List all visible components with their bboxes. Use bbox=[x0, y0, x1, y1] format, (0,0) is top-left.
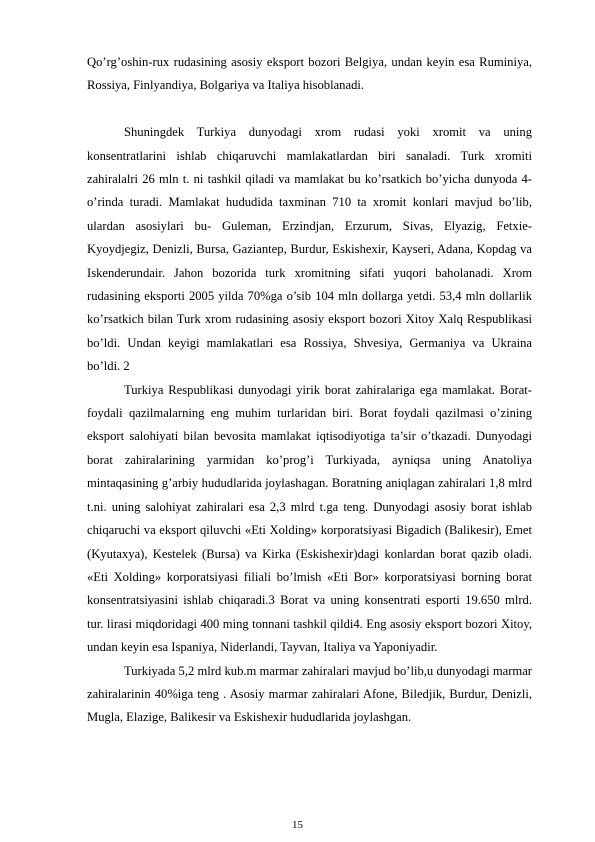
body-text bbox=[87, 51, 532, 730]
paragraph-marble: Turkiyada 5,2 mlrd kub.m marmar zahiralari mavjud bo’lib,u dunyodagi marmar zahiralarinin 40%iga teng . Asosiy marmar zahiralari Afone, Biledjik, Burdur, Denizli, Mugla, Elazige, Balikesir va Eskishexir hududlarida joylashgan. bbox=[87, 663, 532, 725]
page-number: 15 bbox=[292, 819, 303, 831]
paragraph-spacer bbox=[87, 98, 532, 121]
paragraph-chromite: Shuningdek Turkiya dunyodagi xrom rudasi yoki xromit va uning konsentratlarini ishlab chiqaruvchi mamlakatlardan biri sanaladi. Turk xromiti zahiralalri 26 mln t. ni tashkil qiladi va mamlakat bu ko’rsatkich bo’yicha dunyoda 4-o’rinda turadi. Mamlakat hududida taxminan 710 ta xromit konlari mavjud bo’lib, ulardan asosiylari bu- Guleman, Erzindjan, Erzurum, Sivas, Elyazig, Fetxie-Kyoydjegiz, Denizli, Bursa, Gaziantep, Burdur, Eskishexir, Kayseri, Adana, Kopdag va Iskenderundair. Jahon bozorida turk xromitning sifati yuqori baholanadi. Xrom rudasining eksporti 2005 yilda 70%ga o’sib 104 mln dollarga yetdi. 53,4 mln dollarlik ko’rsatkich bilan Turk xrom rudasining asosiy eksport bozori Xitoy Xalq Respublikasi bo’ldi. Undan keyigi mamlakatlari esa Rossiya, Shvesiya, Germaniya va Ukraina bo’ldi. 2 bbox=[87, 125, 532, 374]
paragraph-borate: Turkiya Respublikasi dunyodagi yirik borat zahiralariga ega mamlakat. Borat-foydali qazilmalarning eng muhim turlaridan biri. Borat foydali qazilmasi o’zining eksport salohiyati bilan bevosita mamlakat iqtisodiyotiga ta’sir o’tkazadi. Dunyodagi borat zahiralarining yarmidan ko’prog’i Turkiyada, ayniqsa uning Anatoliya mintaqasining g’arbiy hududlarida joylashagan. Boratning aniqlagan zahiralari 1,8 mlrd t.ni. uning salohiyat zahiralari esa 2,3 mlrd t.ga teng. Dunyodagi asosiy borat ishlab chiqaruchi va eksport qiluvchi «Eti Xolding» korporatsiyasi Bigadich (Balikesir), Emet (Kyutaxya), Kestelek (Bursa) va Kirka (Eskishexir)dagi konlardan borat qazib oladi. «Eti Xolding» korporatsiyasi filiali bo’lmish «Eti Bor» korporatsiyasi borning borat konsentratsiyasini ishlab chiqaradi.3 Borat va uning konsentrati esporti 19.650 mlrd. tur. lirasi miqdoridagi 400 ming tonnani tashkil qildi4. Eng asosiy eksport bozori Xitoy, undan keyin esa Ispaniya, Niderlandi, Tayvan, Italiya va Yaponiyadir. bbox=[87, 382, 532, 655]
paragraph-lead-zinc-export: Qo’rg’oshin-rux rudasining asosiy eksport bozori Belgiya, undan keyin esa Ruminiya, Rossiya, Finlyandiya, Bolgariya va Italiya hisoblanadi. bbox=[87, 55, 532, 93]
